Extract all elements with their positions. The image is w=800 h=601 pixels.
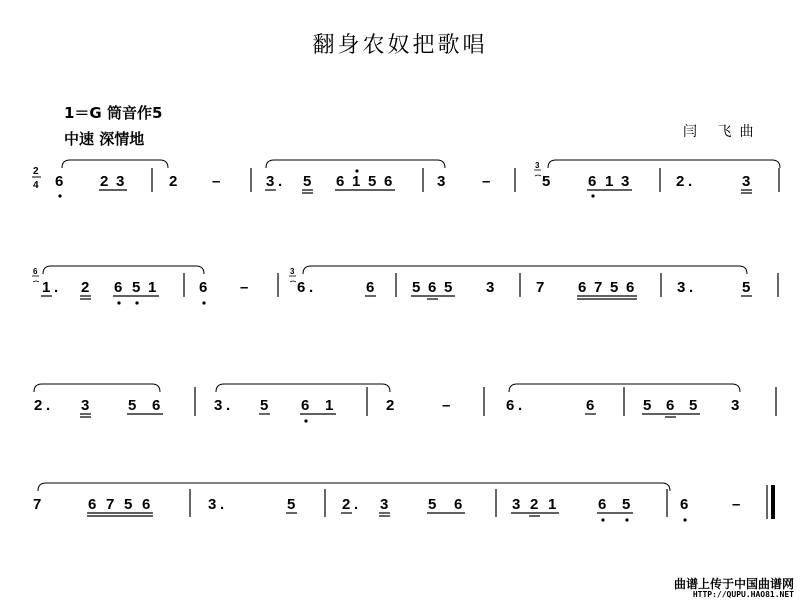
- time-signature: [32, 166, 41, 191]
- note: 3: [512, 496, 521, 513]
- note: 6: [588, 173, 597, 190]
- note: 5: [132, 279, 141, 296]
- note: 6: [384, 173, 393, 190]
- note: 5: [428, 496, 437, 513]
- svg-text:6: 6: [33, 267, 38, 276]
- note: 5: [303, 173, 312, 190]
- svg-text:–: –: [482, 173, 491, 190]
- watermark-site-text: 曲谱上传于中国曲谱网: [673, 577, 794, 591]
- svg-text:.: .: [354, 496, 359, 513]
- time-signature-bottom: 4: [33, 180, 39, 191]
- note: 6: [199, 279, 208, 296]
- note: 3: [116, 173, 125, 190]
- note: 3: [214, 397, 223, 414]
- note: 6: [428, 279, 437, 296]
- time-signature-top: 2: [33, 166, 39, 177]
- note: 1: [148, 279, 157, 296]
- note: 3: [208, 496, 217, 513]
- note: 3: [621, 173, 630, 190]
- note: 5: [689, 397, 698, 414]
- note: 3: [266, 173, 275, 190]
- score-row-1: [55, 160, 780, 198]
- note: 6: [114, 279, 123, 296]
- svg-text:–: –: [240, 279, 249, 296]
- note: 5: [412, 279, 421, 296]
- note: 2: [676, 173, 685, 190]
- note: 6: [366, 279, 375, 296]
- note: 5: [742, 279, 751, 296]
- svg-text:–: –: [212, 173, 221, 190]
- svg-text:–: –: [732, 496, 741, 513]
- note: 1: [605, 173, 614, 190]
- note: 2: [386, 397, 395, 414]
- svg-text:.: .: [309, 279, 314, 296]
- note: 6: [598, 496, 607, 513]
- note: 6: [506, 397, 515, 414]
- svg-text:.: .: [54, 279, 59, 296]
- note: 6: [626, 279, 635, 296]
- svg-text:.: .: [278, 173, 283, 190]
- score-row-2: [32, 266, 778, 305]
- composer-credit: 闫 飞曲: [683, 124, 762, 140]
- note: 6: [142, 496, 151, 513]
- note: 2: [342, 496, 351, 513]
- final-barline-thick: [771, 485, 775, 519]
- note: 5: [643, 397, 652, 414]
- note: 5: [287, 496, 296, 513]
- note: 1: [548, 496, 557, 513]
- song-title: 翻身农奴把歌唱: [312, 33, 488, 58]
- note: 5: [610, 279, 619, 296]
- note: 6: [55, 173, 64, 190]
- note: 3: [437, 173, 446, 190]
- note: 6: [297, 279, 306, 296]
- note: 6: [578, 279, 587, 296]
- note: 2: [169, 173, 178, 190]
- note: 6: [336, 173, 345, 190]
- svg-text:.: .: [46, 397, 51, 414]
- note: 7: [106, 496, 115, 513]
- note: 6: [586, 397, 595, 414]
- tempo-marking: 中速 深情地: [64, 130, 145, 148]
- note: 7: [536, 279, 545, 296]
- note: 1: [325, 397, 334, 414]
- note: 6: [454, 496, 463, 513]
- note: 5: [128, 397, 137, 414]
- note: 6: [680, 496, 689, 513]
- note: 5: [124, 496, 133, 513]
- note: 5: [622, 496, 631, 513]
- note: 6: [88, 496, 97, 513]
- svg-text:3: 3: [535, 161, 540, 170]
- key-signature: 1＝G 筒音作5: [64, 104, 163, 122]
- note: 7: [33, 496, 42, 513]
- note: 7: [594, 279, 603, 296]
- note: 2: [34, 397, 43, 414]
- note: 1: [42, 279, 51, 296]
- svg-text:.: .: [688, 173, 693, 190]
- note: 3: [81, 397, 90, 414]
- note: 2: [100, 173, 109, 190]
- note: 3: [380, 496, 389, 513]
- svg-text:.: .: [518, 397, 523, 414]
- note: 5: [444, 279, 453, 296]
- note: 5: [368, 173, 377, 190]
- svg-text:.: .: [226, 397, 231, 414]
- note: 1: [352, 173, 361, 190]
- note: 6: [152, 397, 161, 414]
- svg-text:.: .: [689, 279, 694, 296]
- svg-text:3: 3: [290, 267, 295, 276]
- note: 5: [260, 397, 269, 414]
- score-row-3: [34, 384, 776, 423]
- note: 2: [530, 496, 539, 513]
- note: 3: [742, 173, 751, 190]
- watermark-url: HTTP://QUPU.HAO81.NET: [692, 590, 794, 599]
- note: 6: [666, 397, 675, 414]
- note: 2: [81, 279, 90, 296]
- note: 3: [677, 279, 686, 296]
- note: 3: [731, 397, 740, 414]
- svg-text:.: .: [220, 496, 225, 513]
- note: 3: [486, 279, 495, 296]
- note: 5: [542, 173, 551, 190]
- score-row-4: [33, 483, 775, 522]
- svg-text:–: –: [442, 397, 451, 414]
- note: 6: [301, 397, 310, 414]
